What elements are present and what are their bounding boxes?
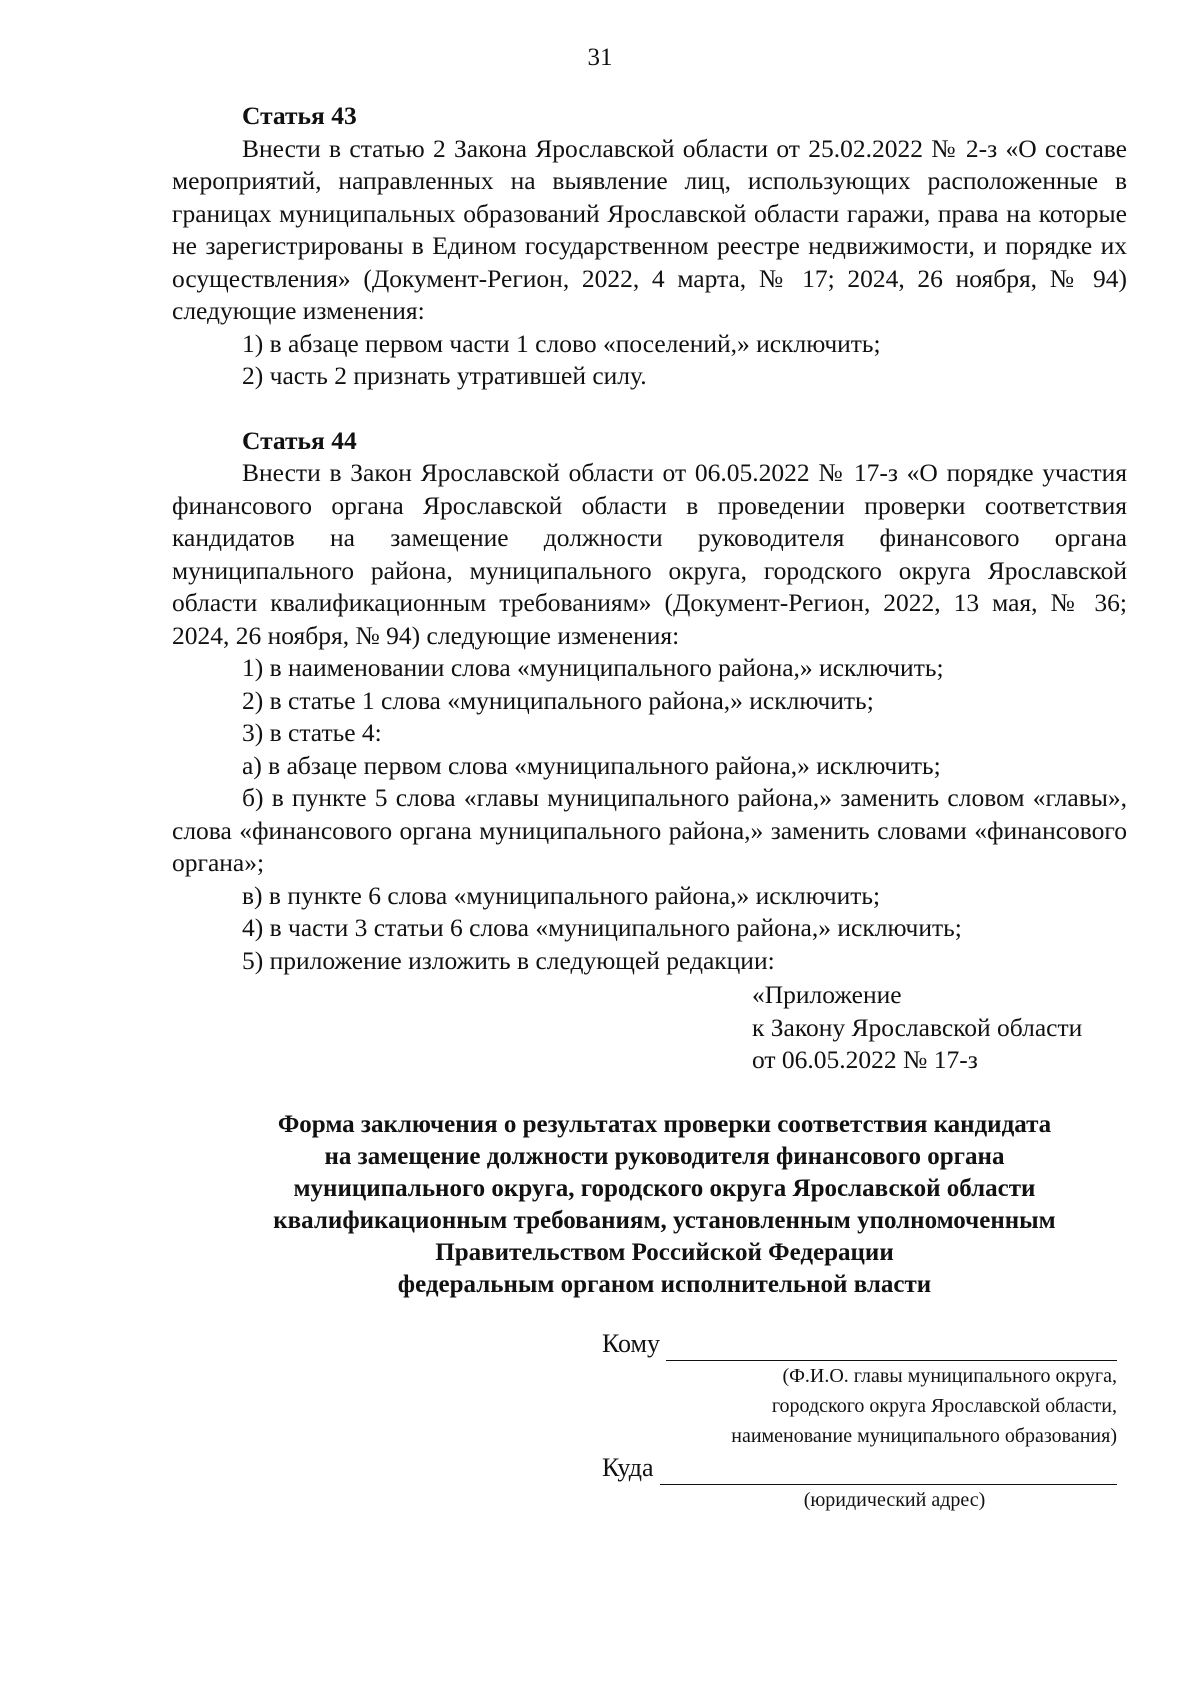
section-gap [172,393,1127,425]
page-number: 31 [587,44,613,71]
to-label: Кому [602,1329,661,1358]
document-body [172,100,1127,1515]
appendix-line-3: от 06.05.2022 № 17-з [752,1045,978,1074]
article-44-item-3a: а) в абзаце первом слова «муниципального района,» исключить; [242,750,941,780]
article-43-item-2: 2) часть 2 признать утратившей силу. [242,361,647,390]
article-44-item-3: 3) в статье 4: [242,718,382,747]
to-note [602,1361,1117,1451]
article-44-item-4: 4) в части 3 статьи 6 слова «муниципального района,» исключить; [242,913,962,942]
article-44-item-1: 1) в наименовании слова «муниципального района,» исключить; [242,653,944,682]
article-44-item-3b: б) в пункте 5 слова «главы муниципального района,» заменить словом «главы», слова «финансового органа муниципального района,» заменить словами «финансового органа»; [172,783,1127,877]
article-44-intro: Внести в Закон Ярославской области от 06.05.2022 № 17-з «О порядке участия финансового органа Ярославской области в проведении проверки соответствия кандидатов на замещение должности руководителя финансового органа муниципального района, муниципального округа, городского округа Ярославской области квалификационным требованиям» (Документ-Регион, 2022, 13 мая, № 36; 2024, 26 ноября, № 94) следующие изменения: [172,458,1127,650]
article-44-title: Статья 44 [242,425,357,455]
form-title-line-1: Форма заключения о результатах проверки соответствия кандидата [277,1110,1052,1138]
where-note: (юридический адрес) [803,1488,986,1511]
where-blank-line [660,1458,1117,1485]
to-note-line-2: городского округа Ярославской области, [771,1394,1117,1417]
appendix-header [752,979,1127,1077]
form-title-line-4: квалификационным требованиям, установленным уполномоченным [273,1206,1056,1234]
form-title [172,1109,1127,1301]
article-43-title: Статья 43 [242,101,357,130]
to-blank-line [666,1334,1117,1361]
form-title-line-5: Правительством Российской Федерации [435,1238,894,1266]
form-title-line-3: муниципального округа, городского округа Ярославской области [293,1174,1036,1202]
article-44-item-5: 5) приложение изложить в следующей редакции: [242,945,775,975]
where-field-row [602,1451,1117,1485]
to-note-line-1: (Ф.И.О. главы муниципального округа, [782,1364,1117,1387]
article-43-intro: Внести в статью 2 Закона Ярославской области от 25.02.2022 № 2-з «О составе мероприятий, направленных на выявление лиц, использующих расположенные в границах муниципальных образований Ярославской области гаражи, права на которые не зарегистрированы в Едином государственном реестре недвижимости, и порядке их осуществления» (Документ-Регион, 2022, 4 марта, № 17; 2024, 26 ноября, № 94) следующие изменения: [172,133,1127,325]
appendix-line-2: к Закону Ярославской области [752,1012,1083,1042]
to-field-row [602,1327,1117,1361]
article-44-item-2: 2) в статье 1 слова «муниципального района,» исключить; [242,685,874,715]
article-44-item-3v: в) в пункте 6 слова «муниципального района,» исключить; [242,880,881,910]
form-title-line-2: на замещение должности руководителя финансового органа [324,1142,1005,1170]
to-note-line-3: наименование муниципального образования) [731,1424,1117,1447]
article-43-item-1: 1) в абзаце первом части 1 слово «поселений,» исключить; [242,328,881,358]
appendix-line-1: «Приложение [752,980,902,1009]
recipient-block [602,1327,1117,1515]
form-title-line-6: федеральным органом исполнительной власти [397,1270,932,1298]
where-label: Куда [602,1453,654,1482]
